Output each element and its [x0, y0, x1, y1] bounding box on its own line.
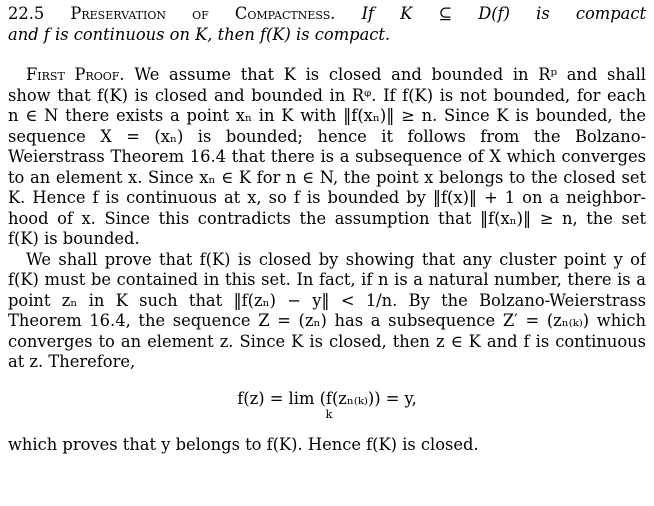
- proof-line: We shall prove that f(K) is closed by showing that any cluster point y of: [26, 249, 646, 269]
- proof-line: K. Hence f is continuous at x, so f is bounded by ‖f(x)‖ + 1 on a neighbor-: [8, 188, 646, 207]
- closing-line: which proves that y belongs to f(K). Hence f(K) is closed.: [8, 434, 479, 454]
- proof-line: sequence X = (xₙ) is bounded; hence it follows from the Bolzano-: [8, 126, 646, 146]
- theorem-heading-line-2: and f is continuous on K, then f(K) is compact.: [8, 24, 391, 44]
- theorem-heading-line-1: [8, 4, 646, 25]
- proof-line: show that f(K) is closed and bounded in Rᵠ. If f(K) is not bounded, for each: [8, 85, 646, 105]
- proof-line-1: [8, 65, 646, 86]
- proof-line: Weierstrass Theorem 16.4 that there is a subsequence of X which converges: [8, 147, 646, 166]
- theorem-number: 22.5: [8, 4, 45, 23]
- display-equation-subscript: k: [325, 407, 333, 421]
- proof-line: n ∈ N there exists a point xₙ in K with ‖f(xₙ)‖ ≥ n. Since K is bounded, the: [8, 106, 646, 125]
- theorem-statement-1: If K ⊆ D(f) is compact: [361, 4, 646, 23]
- proof-line: f(K) is bounded.: [8, 229, 140, 248]
- proof-line: to an element x. Since xₙ ∈ K for n ∈ N, the point x belongs to the closed set: [8, 167, 646, 187]
- theorem-title: Preservation of Compactness.: [70, 4, 336, 23]
- proof-line: at z. Therefore,: [8, 352, 136, 371]
- proof-line: hood of x. Since this contradicts the assumption that ‖f(xₙ)‖ ≥ n, the set: [8, 208, 646, 228]
- proof-line: converges to an element z. Since K is closed, then z ∈ K and f is continuous: [8, 331, 646, 351]
- proof-line: f(K) must be contained in this set. In fact, if n is a natural number, there is a: [8, 270, 646, 289]
- proof-line: point zₙ in K such that ‖f(zₙ) − y‖ < 1/n. By the Bolzano-Weierstrass: [8, 290, 646, 310]
- proof-line: Theorem 16.4, the sequence Z = (zₙ) has a subsequence Z′ = (zₙ₍ₖ₎) which: [8, 311, 646, 330]
- proof-label: First Proof.: [26, 65, 125, 84]
- display-equation: f(z) = lim (f(zₙ₍ₖ₎)) = y,: [237, 388, 417, 408]
- proof-text: We assume that K is closed and bounded in Rᵖ and shall: [134, 65, 646, 84]
